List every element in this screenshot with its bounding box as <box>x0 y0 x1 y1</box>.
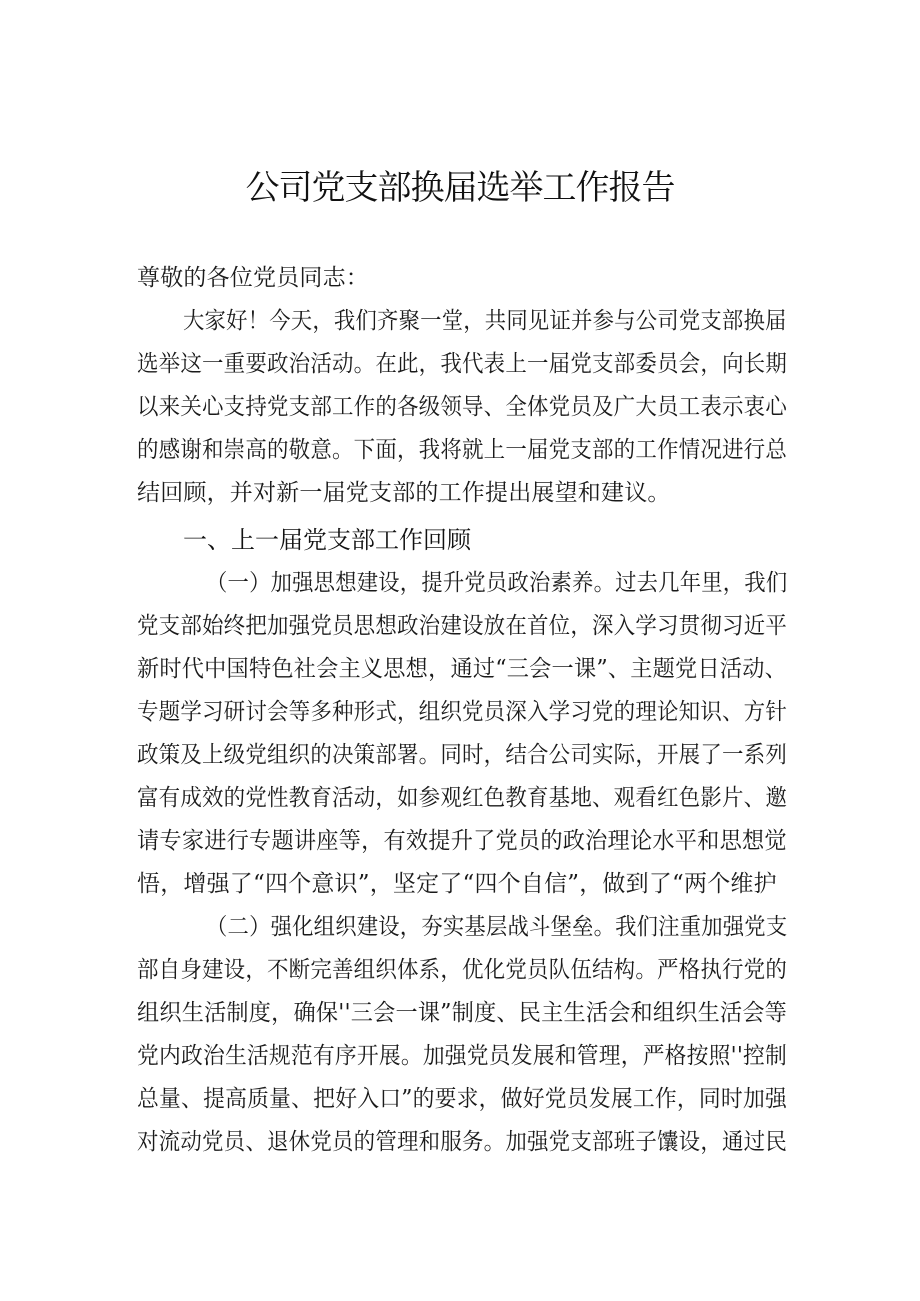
paragraph-line: 专题学习研讨会等多种形式，组织党员深入学习党的理论知识、方针 <box>137 699 787 725</box>
intro-line: 大家好！今天，我们齐聚一堂，共同见证并参与公司党支部换届 <box>183 308 787 334</box>
paragraph-line: 政策及上级党组织的决策部署。同时，结合公司实际，开展了一系列 <box>137 742 787 768</box>
paragraph-line: 对流动党员、退休党员的管理和服务。加强党支部班子馕设，通过民 <box>137 1129 787 1155</box>
paragraph-line: （二）强化组织建设，夯实基层战斗堡垒。我们注重加强党支 <box>206 914 788 940</box>
paragraph-line: 请专家进行专题讲座等，有效提升了党员的政治理论水平和思想觉 <box>137 828 787 854</box>
salutation: 尊敬的各位党员同志： <box>137 265 369 291</box>
intro-line: 选举这一重要政治活动。在此，我代表上一届党支部委员会，向长期 <box>137 351 787 377</box>
paragraph-line: 新时代中国特色社会主义思想，通过“三会一课”、主题党日活动、 <box>137 656 788 682</box>
intro-line: 以来关心支持党支部工作的各级领导、全体党员及广大员工表示衷心 <box>137 394 787 420</box>
paragraph-line: 组织生活制度，确保''三会一课”制度、民主生活会和组织生活会等 <box>137 1000 788 1026</box>
paragraph-line: 富有成效的党性教育活动，如参观红色教育基地、观看红色影片、邀 <box>137 785 787 811</box>
paragraph-line: 悟，增强了“四个意识”，坚定了“四个自信”，做到了“两个维护 <box>137 871 777 897</box>
paragraph-line: 党支部始终把加强党员思想政治建设放在首位，深入学习贯彻习近平 <box>137 613 787 639</box>
paragraph-line: 总量、提高质量、把好入口”的要求，做好党员发展工作，同时加强 <box>137 1086 787 1112</box>
section-heading: 一、上一届党支部工作回顾 <box>183 526 471 554</box>
intro-line: 结回顾，并对新一届党支部的工作提出展望和建议。 <box>137 480 671 506</box>
paragraph-line: （一）加强思想建设，提升党员政治素养。过去几年里，我们 <box>206 570 788 596</box>
paragraph-line: 部自身建设，不断完善组织体系，优化党员队伍结构。严格执行党的 <box>137 957 787 983</box>
intro-line: 的感谢和崇高的敬意。下面，我将就上一届党支部的工作情况进行总 <box>137 437 787 463</box>
paragraph-line: 党内政治生活规范有序开展。加强党员发展和管理，严格按照''控制 <box>137 1043 787 1069</box>
document-title: 公司党支部换届选举工作报告 <box>245 168 675 208</box>
